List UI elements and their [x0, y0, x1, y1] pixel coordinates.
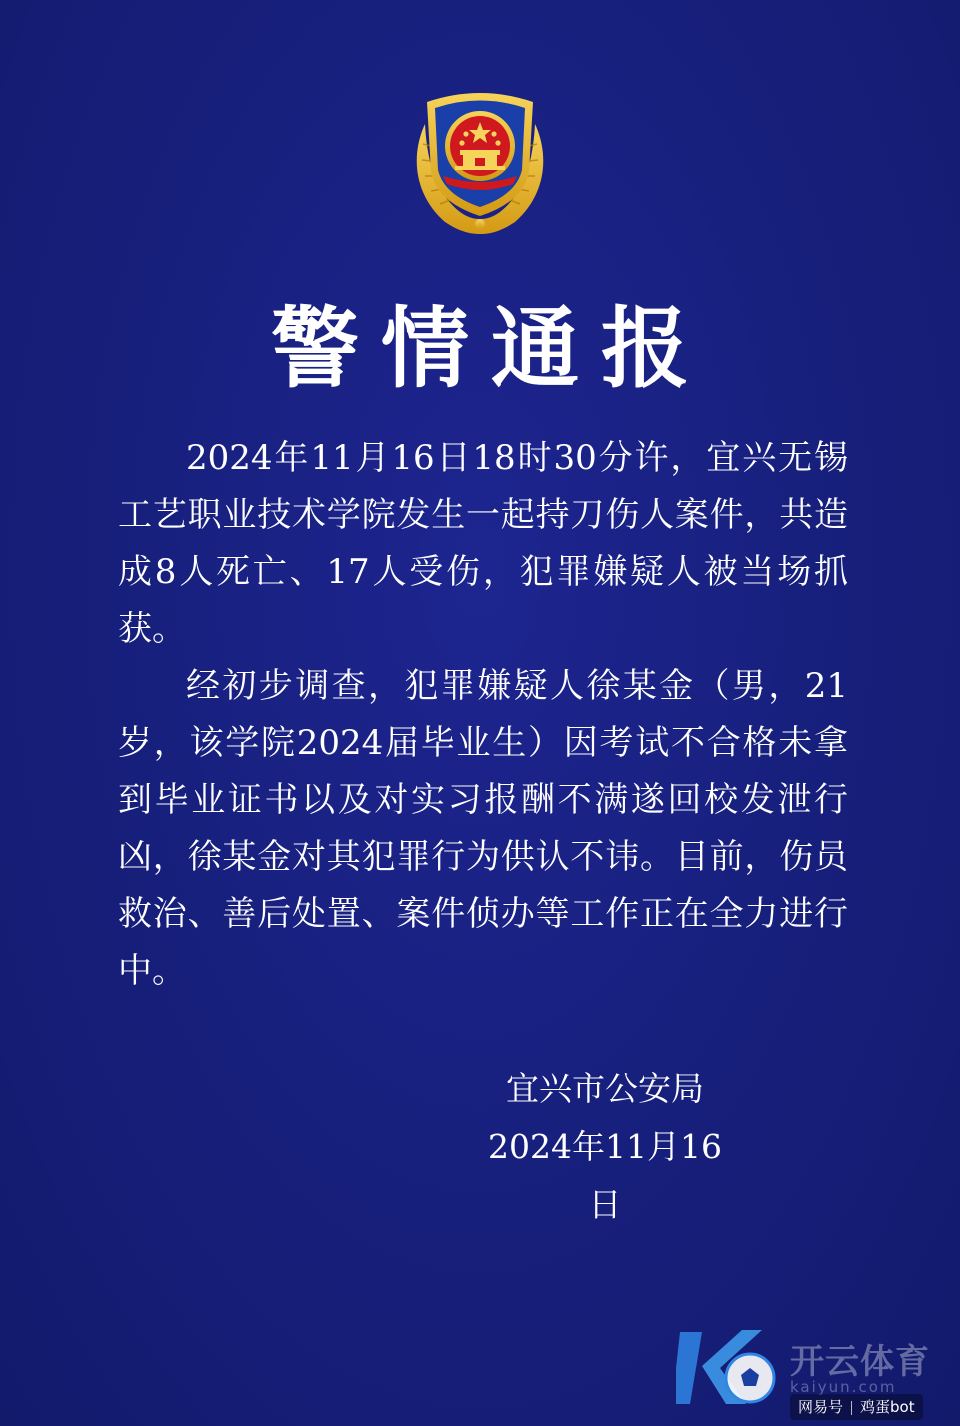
notice-body — [118, 430, 848, 1000]
brand-logo-icon — [676, 1320, 786, 1410]
source-account: 鸡蛋bot — [860, 1398, 915, 1416]
notice-title: 警情通报 — [270, 296, 711, 400]
source-platform: 网易号 — [798, 1398, 844, 1416]
source-tag — [790, 1394, 923, 1420]
notice-paragraph-2: 经初步调查，犯罪嫌疑人徐某金（男，21岁，该学院2024届毕业生）因考试不合格未拿到毕业证书以及对实习报酬不满遂回校发泄行凶，徐某金对其犯罪行为供认不讳。目前，伤员救治、善后处置、案件侦办等工作正在全力进行中。 — [118, 666, 848, 991]
brand-watermark-url: kaiyun.com — [790, 1378, 897, 1396]
source-divider — [851, 1401, 852, 1415]
issuer-name: 宜兴市公安局 — [506, 1069, 704, 1108]
notice-signature — [480, 1060, 730, 1234]
police-emblem-icon — [405, 84, 555, 239]
issue-date: 2024年11月16日 — [488, 1127, 722, 1224]
notice-paragraph-1: 2024年11月16日18时30分许，宜兴无锡工艺职业技术学院发生一起持刀伤人案件，共造成8人死亡、17人受伤，犯罪嫌疑人被当场抓获。 — [118, 438, 848, 649]
brand-watermark: 开云体育 — [790, 1342, 930, 1382]
